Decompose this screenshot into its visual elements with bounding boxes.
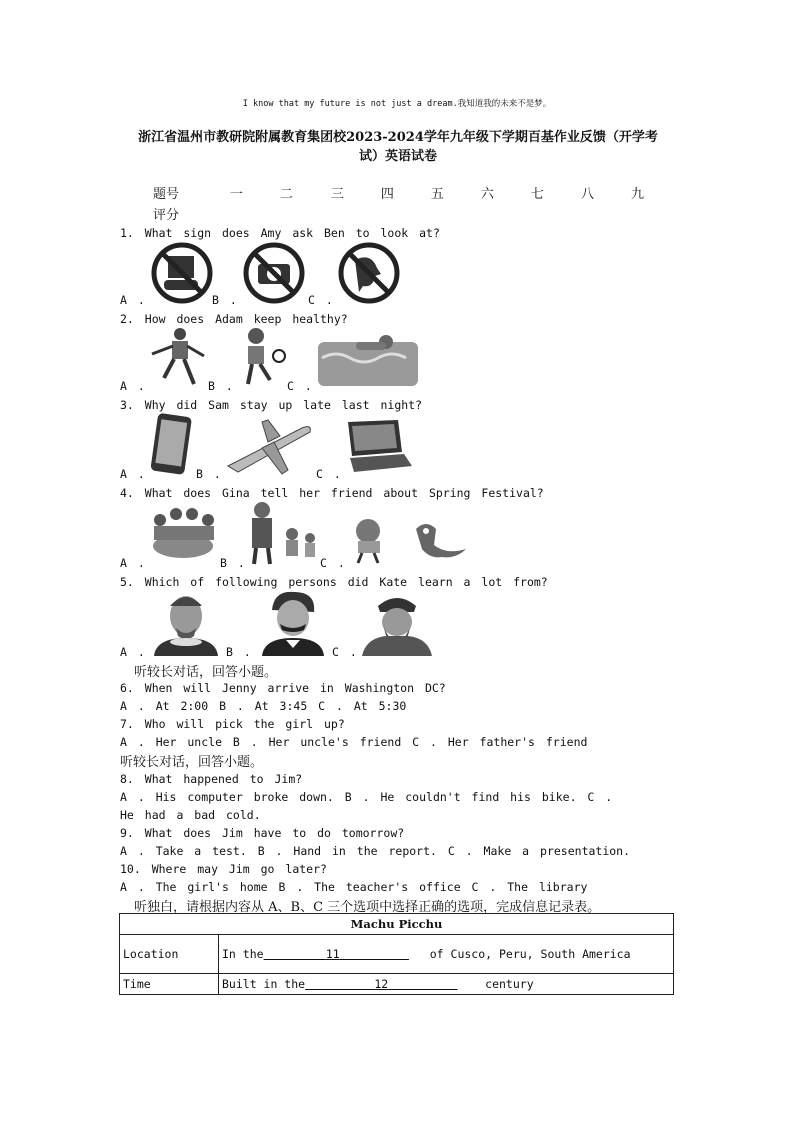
question-5-stem: 5. Which of following persons did Kate learn a lot from? bbox=[120, 575, 548, 589]
q1-option-b[interactable]: B . bbox=[212, 293, 237, 307]
info-row-time-label: Time bbox=[120, 974, 219, 995]
blank-12[interactable] bbox=[305, 977, 457, 991]
header-motto: I know that my future is not just a dream.我知道我的未来不是梦。 bbox=[242, 99, 552, 109]
exam-title-line1: 浙江省温州市教研院附属教育集团校2023-2024学年九年级下学期百基作业反馈（开学考 bbox=[138, 130, 658, 145]
question-9-options[interactable]: A . Take a test. B . Hand in the report. C . Make a presentation. bbox=[120, 844, 631, 858]
score-col-3: 三 bbox=[330, 187, 344, 202]
time-prefix: Built in the bbox=[222, 977, 306, 991]
question-2-stem: 2. How does Adam keep healthy? bbox=[120, 312, 348, 326]
running-boy-icon bbox=[146, 326, 210, 388]
location-suffix: of Cusco, Peru, South America bbox=[429, 947, 631, 961]
info-row-location-label: Location bbox=[120, 935, 219, 974]
question-10-stem: 10. Where may Jim go later? bbox=[120, 862, 327, 876]
q3-option-b[interactable]: B . bbox=[196, 467, 221, 481]
question-10-options[interactable]: A . The girl's home B . The teacher's office C . The library bbox=[120, 880, 588, 894]
q4-option-b[interactable]: B . bbox=[220, 556, 245, 570]
info-table-heading: Machu Picchu bbox=[120, 914, 674, 935]
q4-option-a[interactable]: A . bbox=[120, 556, 145, 570]
no-camera-sign-icon bbox=[242, 242, 306, 304]
question-1-stem: 1. What sign does Amy ask Ben to look at? bbox=[120, 226, 440, 240]
smartphone-icon bbox=[148, 413, 196, 477]
info-record-table bbox=[119, 913, 674, 995]
q4-option-c[interactable]: C . bbox=[320, 556, 345, 570]
info-row-time-value bbox=[219, 974, 674, 995]
swimming-person-icon bbox=[316, 328, 420, 388]
score-col-5: 五 bbox=[430, 187, 444, 202]
question-4-stem: 4. What does Gina tell her friend about Spring Festival? bbox=[120, 486, 544, 500]
score-table bbox=[153, 183, 663, 223]
score-col-1: 一 bbox=[229, 187, 243, 202]
q1-option-a[interactable]: A . bbox=[120, 293, 145, 307]
no-food-sign-icon bbox=[150, 242, 214, 304]
blank-11[interactable] bbox=[264, 947, 409, 961]
question-6-stem: 6. When will Jenny arrive in Washington DC? bbox=[120, 681, 446, 695]
score-col-2: 二 bbox=[279, 187, 293, 202]
question-9-stem: 9. What does Jim have to do tomorrow? bbox=[120, 826, 405, 840]
question-6-options[interactable]: A . At 2:00 B . At 3:45 C . At 5:30 bbox=[120, 699, 407, 713]
football-boy-icon bbox=[236, 326, 288, 388]
listen-long-instruction-1: 听较长对话，回答小题。 bbox=[134, 665, 278, 680]
no-shouting-sign-icon bbox=[337, 242, 401, 304]
time-suffix: century bbox=[485, 977, 534, 991]
exam-title-line2: 试）英语试卷 bbox=[358, 149, 437, 164]
blank-12-number: 12 bbox=[374, 977, 389, 991]
blank-11-number: 11 bbox=[325, 947, 340, 961]
confucius-portrait-icon bbox=[358, 592, 436, 656]
lion-dance-icon bbox=[346, 515, 476, 565]
question-8-options-continued[interactable]: He had a bad cold. bbox=[120, 808, 261, 822]
score-col-4: 四 bbox=[380, 187, 394, 202]
q2-option-b[interactable]: B . bbox=[208, 379, 233, 393]
q2-option-c[interactable]: C . bbox=[287, 379, 312, 393]
location-prefix: In the bbox=[222, 947, 264, 961]
q1-option-c[interactable]: C . bbox=[308, 293, 333, 307]
q5-option-b[interactable]: B . bbox=[226, 645, 251, 659]
q5-option-a[interactable]: A . bbox=[120, 645, 145, 659]
question-7-options[interactable]: A . Her uncle B . Her uncle's friend C . Her father's friend bbox=[120, 735, 588, 749]
score-col-7: 七 bbox=[530, 187, 544, 202]
score-row-label: 评分 bbox=[153, 208, 180, 223]
monologue-instruction: 听独白，请根据内容从 A、B、C 三个选项中选择正确的选项，完成信息记录表。 bbox=[134, 900, 601, 915]
score-col-6: 六 bbox=[480, 187, 494, 202]
q3-option-c[interactable]: C . bbox=[316, 467, 341, 481]
question-3-stem: 3. Why did Sam stay up late last night? bbox=[120, 398, 423, 412]
laptop-icon bbox=[340, 418, 414, 476]
q3-option-a[interactable]: A . bbox=[120, 467, 145, 481]
family-dinner-icon bbox=[146, 502, 220, 564]
listen-long-instruction-2: 听较长对话，回答小题。 bbox=[120, 755, 264, 770]
score-header-label: 题号 bbox=[153, 187, 180, 202]
shakespeare-portrait-icon bbox=[146, 588, 226, 656]
score-col-9: 九 bbox=[630, 187, 644, 202]
info-row-location-value bbox=[219, 935, 674, 974]
q2-option-a[interactable]: A . bbox=[120, 379, 145, 393]
question-7-stem: 7. Who will pick the girl up? bbox=[120, 717, 345, 731]
question-8-stem: 8. What happened to Jim? bbox=[120, 772, 303, 786]
mark-twain-portrait-icon bbox=[256, 588, 330, 656]
score-col-8: 八 bbox=[580, 187, 594, 202]
q5-option-c[interactable]: C . bbox=[332, 645, 357, 659]
question-8-options[interactable]: A . His computer broke down. B . He couldn't find his bike. C . bbox=[120, 790, 613, 804]
airplane-icon bbox=[222, 414, 316, 480]
lucky-money-icon bbox=[242, 500, 322, 566]
